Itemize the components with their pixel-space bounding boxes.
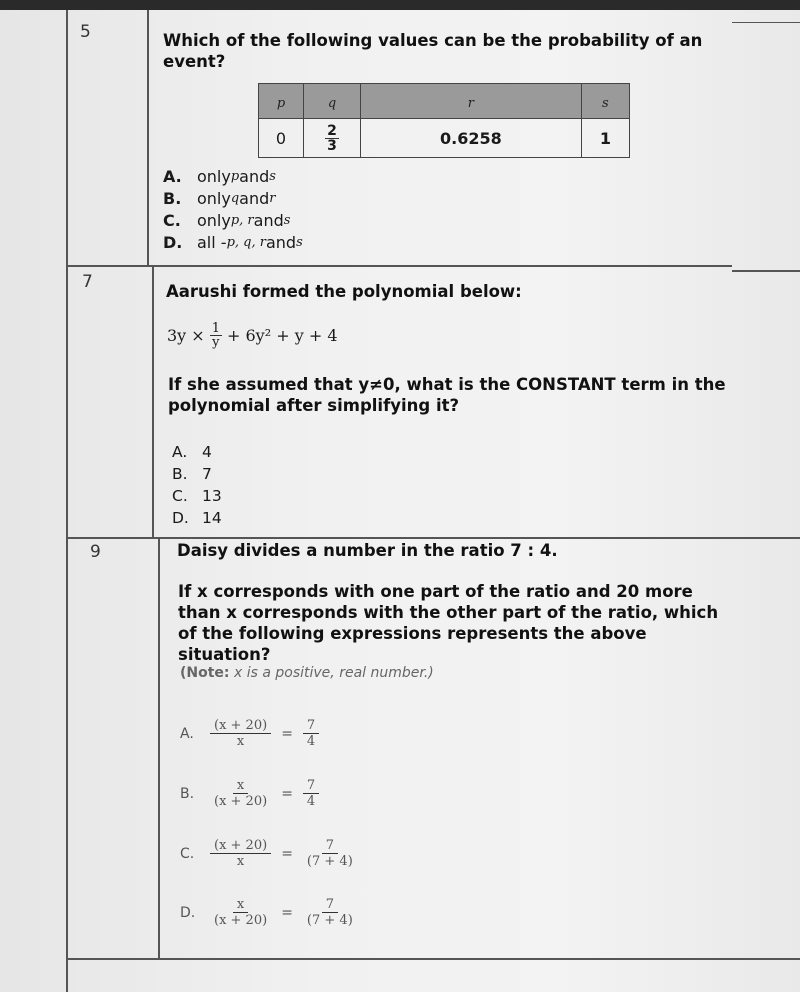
column-divider-2 <box>152 265 154 538</box>
polynomial-expression: 3y × $\frac{1}{y}$ + 6y² + y + 4 <box>167 321 338 350</box>
fraction-two-thirds: $\frac{2}{3}$ <box>327 122 337 154</box>
question-7-stem: Aarushi formed the polynomial below: <box>166 282 522 301</box>
column-divider-1 <box>147 10 149 265</box>
question-number-5: 5 <box>80 22 91 42</box>
choice-a-left-fraction: $\frac{(x + 20)}{x}$ <box>210 718 271 749</box>
bottom-border <box>66 958 800 960</box>
q9-choice-c[interactable]: C. $\frac{(x + 20)}{x}$ = $\frac{7}{(7 + 4)}$ <box>180 838 357 869</box>
choice-c-right-fraction: $\frac{7}{(7 + 4)}$ <box>306 838 353 869</box>
question-7-text: If she assumed that y≠0, what is the CONSTANT term in the polynomial after simplifying it? <box>168 375 726 415</box>
q7-option-b[interactable]: B. 7 <box>172 465 212 483</box>
question-9-stem: Daisy divides a number in the ratio 7 : 4. <box>177 541 558 560</box>
right-edge-top <box>732 22 800 23</box>
q5-option-a[interactable]: A. only p and s <box>163 167 276 186</box>
q9-choice-d[interactable]: D. $\frac{x}{(x + 20)}$ = $\frac{7}{(7 + 4)}$ <box>180 897 357 928</box>
q7-option-c[interactable]: C. 13 <box>172 487 222 505</box>
table-value-r: 0.6258 <box>361 119 582 158</box>
question-9-text: If x corresponds with one part of the ratio and 20 more than x corresponds with the other part of the ratio, which of the following expressions represents the above situation? <box>178 582 719 664</box>
top-edge <box>0 0 800 10</box>
question-number-7: 7 <box>82 272 93 292</box>
probability-table <box>258 83 630 158</box>
row-divider-2 <box>66 537 800 539</box>
column-divider-3 <box>158 538 160 960</box>
q9-choice-a[interactable]: A. $\frac{(x + 20)}{x}$ = $\frac{7}{4}$ <box>180 718 319 749</box>
table-header-q: q <box>303 84 360 119</box>
choice-d-right-fraction: $\frac{7}{(7 + 4)}$ <box>306 897 353 928</box>
table-value-p: 0 <box>259 119 304 158</box>
choice-d-left-fraction: $\frac{x}{(x + 20)}$ <box>214 897 268 928</box>
fraction-one-over-y: $\frac{1}{y}$ <box>211 321 220 350</box>
row-divider-1b <box>732 270 800 272</box>
choice-a-right-fraction: $\frac{7}{4}$ <box>303 718 319 749</box>
table-value-q <box>303 119 360 158</box>
q9-choice-b[interactable]: B. $\frac{x}{(x + 20)}$ = $\frac{7}{4}$ <box>180 778 319 809</box>
table-header-s: s <box>581 84 629 119</box>
question-5-stem: Which of the following values can be the probability of an event? <box>163 31 703 71</box>
row-divider-1 <box>66 265 732 267</box>
q5-option-d[interactable]: D. all - p, q, r and s <box>163 233 303 252</box>
question-number-9: 9 <box>90 542 101 562</box>
q5-option-c[interactable]: C. only p, r and s <box>163 211 291 230</box>
table-header-p: p <box>259 84 304 119</box>
table-value-s: 1 <box>581 119 629 158</box>
outer-left-border <box>66 10 68 992</box>
q7-option-d[interactable]: D. 14 <box>172 509 222 527</box>
choice-b-right-fraction: $\frac{7}{4}$ <box>303 778 319 809</box>
q7-option-a[interactable]: A. 4 <box>172 443 212 461</box>
q5-option-b[interactable]: B. only q and r <box>163 189 276 208</box>
choice-c-left-fraction: $\frac{(x + 20)}{x}$ <box>210 838 271 869</box>
question-9-note: (Note: x is a positive, real number.) <box>180 665 434 681</box>
question-7-options <box>172 441 222 529</box>
choice-b-left-fraction: $\frac{x}{(x + 20)}$ <box>214 778 268 809</box>
table-header-r: r <box>361 84 582 119</box>
question-5-options <box>163 166 303 254</box>
